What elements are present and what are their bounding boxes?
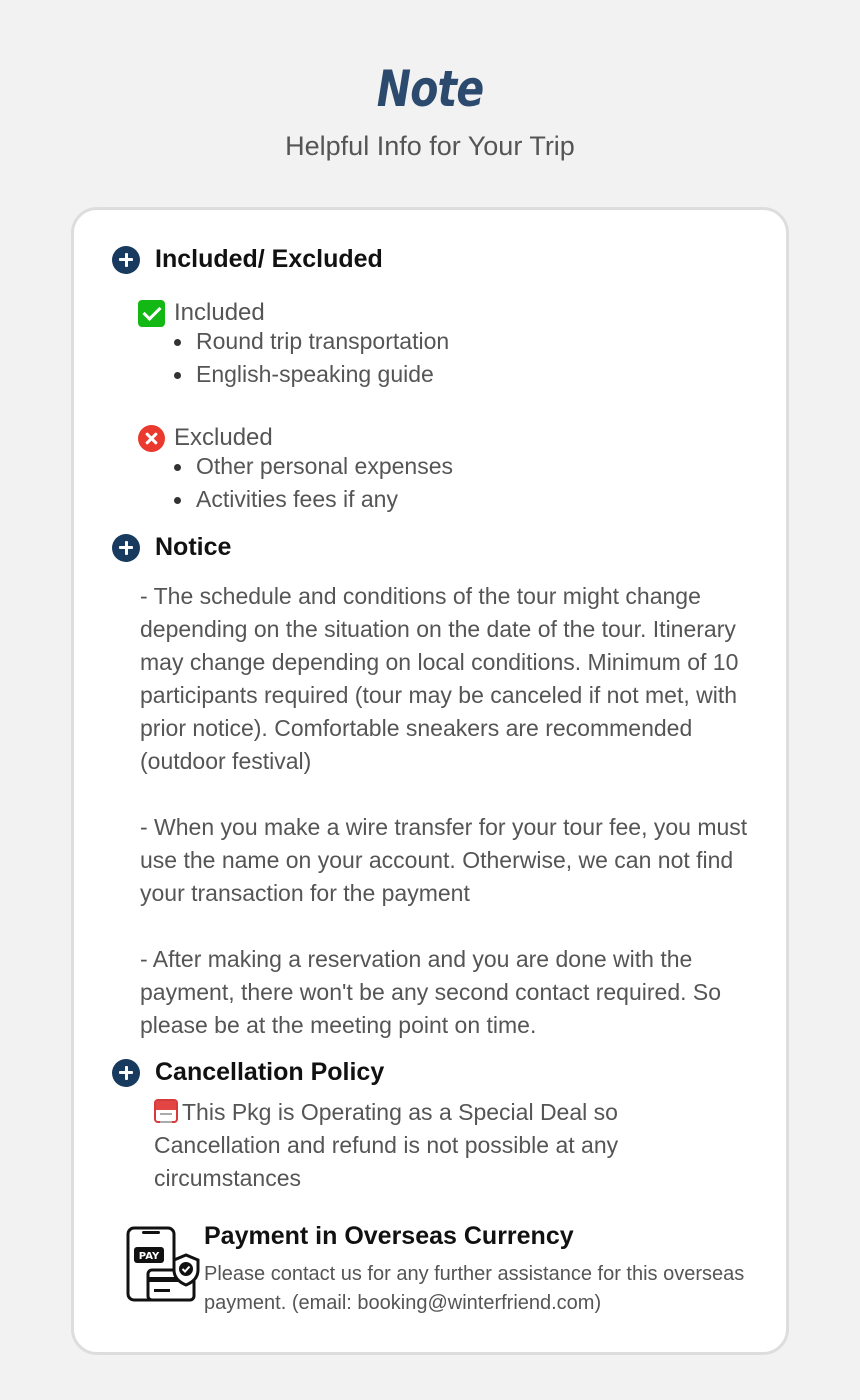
page-title: Note <box>376 60 484 118</box>
list-item: Other personal expenses <box>174 450 453 483</box>
cancellation-text <box>154 1096 714 1195</box>
included-list <box>174 325 449 391</box>
section-cancellation-header[interactable] <box>112 1058 384 1087</box>
notice-paragraph: - When you make a wire transfer for your tour fee, you must use the name on your account. Otherwise, we can not find your transaction for the payment <box>140 814 748 906</box>
list-item: Round trip transportation <box>174 325 449 358</box>
notice-paragraph: - After making a reservation and you are done with the payment, there won't be any second contact required. So please be at the meeting point on time. <box>140 946 722 1038</box>
pay-label: PAY <box>138 1251 160 1262</box>
included-label: Included <box>174 299 265 326</box>
page-header <box>0 0 860 164</box>
excluded-list <box>174 450 453 516</box>
cancellation-text-body: This Pkg is Operating as a Special Deal so Cancellation and refund is not possible at any circumstances <box>154 1099 619 1191</box>
section-notice-header[interactable] <box>112 533 231 562</box>
excluded-label: Excluded <box>174 424 273 451</box>
info-card <box>71 207 789 1355</box>
plus-circle-icon[interactable] <box>112 534 140 562</box>
section-title: Included/ Excluded <box>155 245 383 273</box>
included-header <box>138 299 265 327</box>
cross-circle-icon <box>138 425 165 452</box>
section-title: Cancellation Policy <box>155 1058 385 1086</box>
section-included-excluded-header[interactable] <box>112 245 383 274</box>
calendar-icon <box>154 1099 178 1123</box>
check-box-icon <box>138 300 165 327</box>
pay-phone-card-icon <box>126 1225 204 1305</box>
section-title: Notice <box>155 533 232 561</box>
payment-text: Please contact us for any further assistance for this overseas payment. (email: booking@winterfriend.com) <box>204 1263 745 1314</box>
excluded-header <box>138 424 273 452</box>
list-item: English-speaking guide <box>174 358 449 391</box>
list-item: Activities fees if any <box>174 483 453 516</box>
notice-paragraph: - The schedule and conditions of the tour might change depending on the situation on the date of the tour. Itinerary may change depending on local conditions. Minimum of 10 participants required (tour may be canceled if not met, with prior notice). Comfortable sneakers are recommended (outdoor festival) <box>140 583 739 774</box>
plus-circle-icon[interactable] <box>112 246 140 274</box>
payment-title: Payment in Overseas Currency <box>204 1222 574 1250</box>
page-subtitle: Helpful Info for Your Trip <box>285 131 575 161</box>
plus-circle-icon[interactable] <box>112 1059 140 1087</box>
